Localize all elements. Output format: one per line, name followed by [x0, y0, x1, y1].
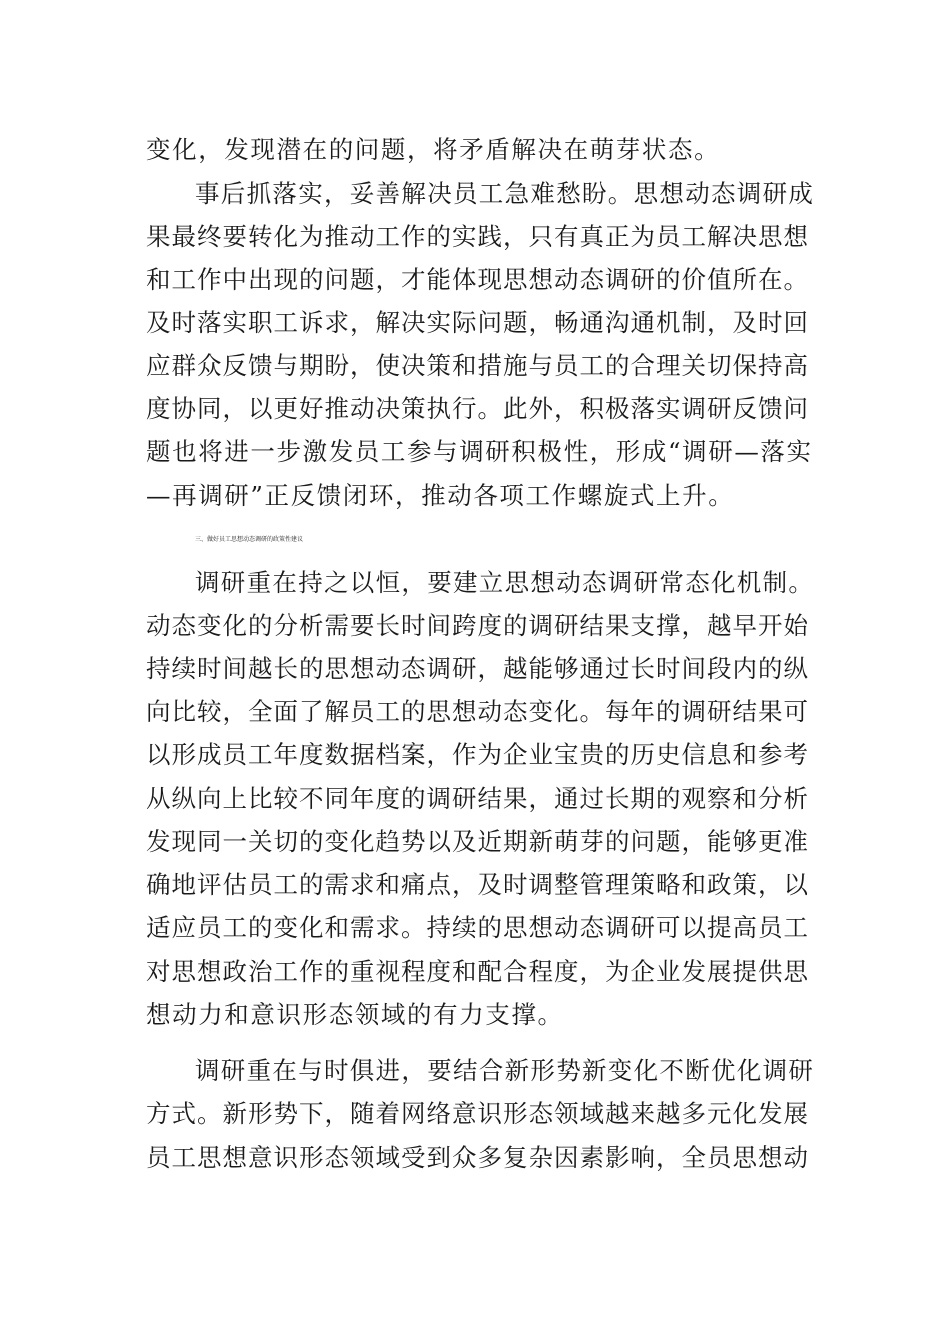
section-heading: 三、做好员工思想动态调研的政策性建议 — [195, 536, 304, 543]
text-line: 从纵向上比较不同年度的调研结果，通过长期的观察和分析 — [146, 784, 809, 813]
paragraph-start-line: 调研重在与时俱进，要结合新形势新变化不断优化调研 — [195, 1056, 815, 1085]
text-line: —再调研”正反馈闭环，推动各项工作螺旋式上升。 — [146, 481, 735, 510]
text-line: 适应员工的变化和需求。持续的思想动态调研可以提高员工 — [146, 913, 809, 942]
text-line: 果最终要转化为推动工作的实践，只有真正为员工解决思想 — [146, 222, 809, 251]
text-line: 发现同一关切的变化趋势以及近期新萌芽的问题，能够更准 — [146, 827, 809, 856]
text-line: 方式。新形势下，随着网络意识形态领域越来越多元化发展 — [146, 1099, 809, 1128]
text-line: 和工作中出现的问题，才能体现思想动态调研的价值所在。 — [146, 265, 809, 294]
text-line: 及时落实职工诉求，解决实际问题，畅通沟通机制，及时回 — [146, 308, 809, 337]
text-line: 度协同，以更好推动决策执行。此外，积极落实调研反馈问 — [146, 394, 809, 423]
text-line: 持续时间越长的思想动态调研，越能够通过长时间段内的纵 — [146, 654, 809, 683]
text-line: 向比较，全面了解员工的思想动态变化。每年的调研结果可 — [146, 697, 809, 726]
paragraph-start-line: 调研重在持之以恒，要建立思想动态调研常态化机制。 — [195, 568, 815, 597]
text-line: 以形成员工年度数据档案，作为企业宝贵的历史信息和参考 — [146, 740, 809, 769]
text-line: 确地评估员工的需求和痛点，及时调整管理策略和政策，以 — [146, 870, 809, 899]
text-line: 对思想政治工作的重视程度和配合程度，为企业发展提供思 — [146, 957, 809, 986]
text-line: 员工思想意识形态领域受到众多复杂因素影响，全员思想动 — [146, 1143, 809, 1172]
text-line: 应群众反馈与期盼，使决策和措施与员工的合理关切保持高 — [146, 351, 809, 380]
text-line: 动态变化的分析需要长时间跨度的调研结果支撑，越早开始 — [146, 611, 809, 640]
text-line: 变化，发现潜在的问题，将矛盾解决在萌芽状态。 — [146, 135, 721, 164]
paragraph-start-line: 事后抓落实，妥善解决员工急难愁盼。思想动态调研成 — [195, 179, 815, 208]
text-line: 想动力和意识形态领域的有力支撑。 — [146, 1000, 564, 1029]
text-line: 题也将进一步激发员工参与调研积极性，形成“调研—落实 — [146, 437, 813, 466]
